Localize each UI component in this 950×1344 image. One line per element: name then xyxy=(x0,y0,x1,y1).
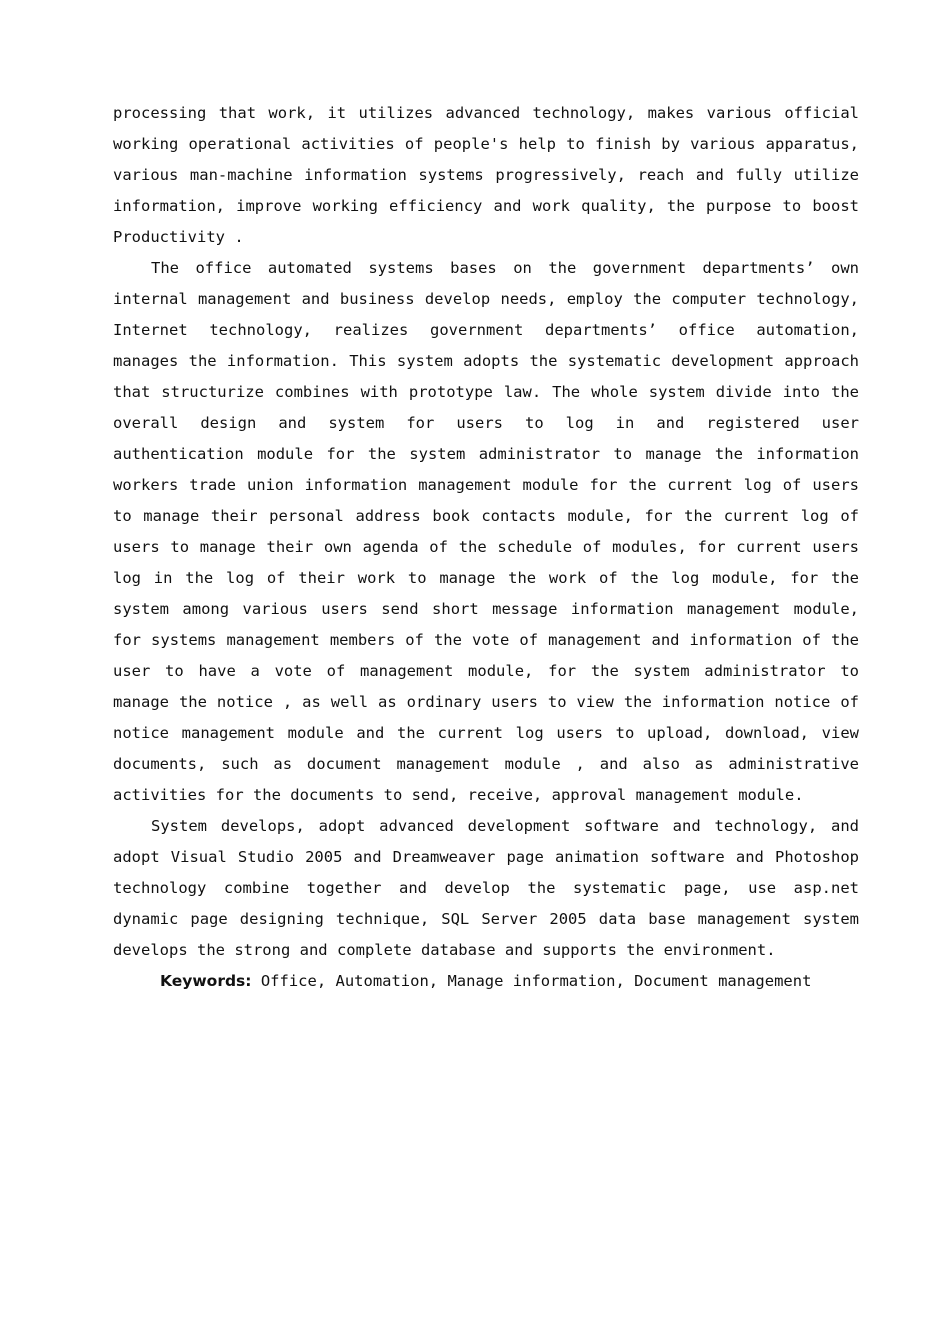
paragraph-development-tools: System develops, adopt advanced development software and technology, and adopt Visual Studio 2005 and Dreamweaver page animation software and Photoshop technology combine together and develop the systematic page, use asp.net dynamic page designing technique, SQL Server 2005 data base management system develops the strong and complete database and supports the environment. xyxy=(113,817,859,959)
keywords-line xyxy=(113,966,859,997)
paragraph-continuation: processing that work, it utilizes advanced technology, makes various official working operational activities of people's help to finish by various apparatus, various man-machine information systems progressively, reach and fully utilize information, improve working efficiency and work quality, the purpose to boost Productivity . xyxy=(113,104,859,246)
keywords-label: Keywords: xyxy=(160,972,252,990)
document-page xyxy=(113,98,859,997)
keywords-text: Office, Automation, Manage information, Document management xyxy=(251,972,812,990)
paragraph-system-overview: The office automated systems bases on the government departments’ own internal management and business develop needs, employ the computer technology, Internet technology, realizes government departments’ office automation, manages the information. This system adopts the systematic development approach that structurize combines with prototype law. The whole system divide into the overall design and system for users to log in and registered user authentication module for the system administrator to manage the information workers trade union information management module for the current log of users to manage their personal address book contacts module, for the current log of users to manage their own agenda of the schedule of modules, for current users log in the log of their work to manage the work of the log module, for the system among various users send short message information management module, for systems management members of the vote of management and information of the user to have a vote of management module, for the system administrator to manage the notice , as well as ordinary users to view the information notice of notice management module and the current log users to upload, download, view documents, such as document management module , and also as administrative activities for the documents to send, receive, approval management module. xyxy=(113,259,859,804)
